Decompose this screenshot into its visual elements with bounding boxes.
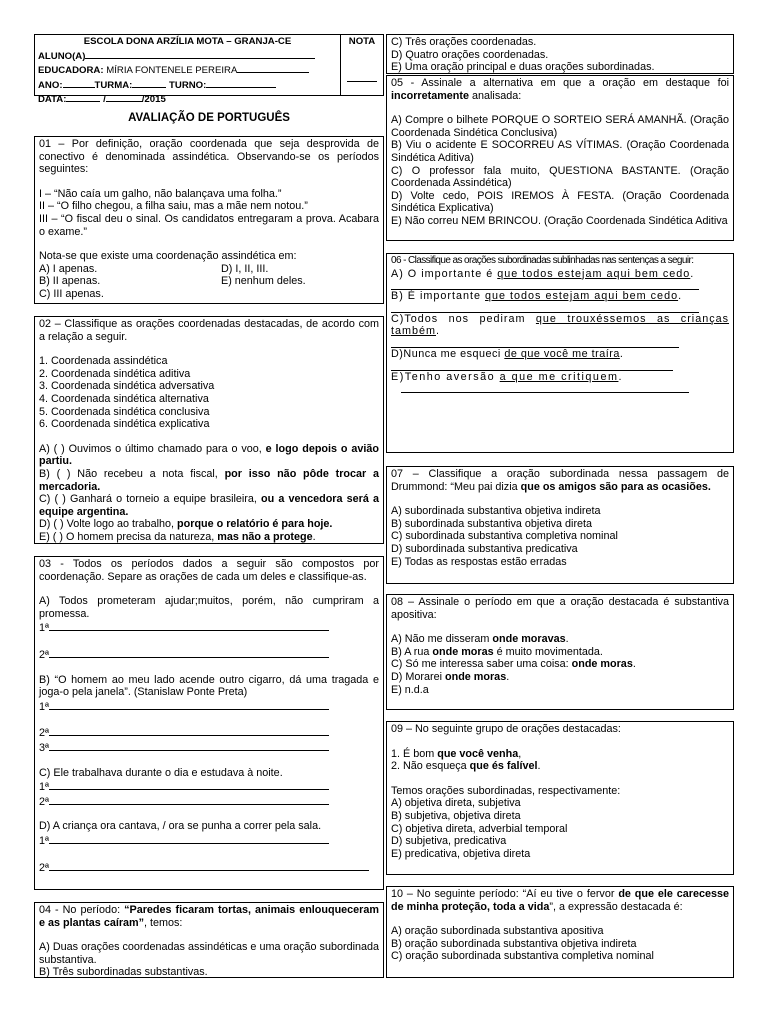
q03-item-d: D) A criança ora cantava, / ora se punha a correr pela sala. [39,820,322,833]
shift-label: TURNO: [169,79,207,91]
q09-option: A) objetiva direta, subjetiva [391,797,521,810]
header-info [35,35,341,106]
q09-option: D) subjetiva, predicativa [391,835,507,848]
question-02 [34,316,384,544]
q10-intro: 10 – No seguinte período: “Aí eu tive o fervor de que ele carecesse de minha proteção, toda a vida”, a expressão destacada é: [391,888,730,913]
q09-sentence-1: 1. É bom que você venha, [391,747,522,760]
answer-line: 2ª [39,647,379,662]
q05-intro: 05 - Assinale a alternativa em que a oração em destaque foi incorretamente analisada: [391,77,729,102]
school-name: ESCOLA DONA ARZÍLIA MOTA – GRANJA-CE [83,36,292,47]
question-10 [386,886,734,978]
q01-item: II – “O filho chegou, a filha saiu, mas a mãe nem notou.” [39,200,308,213]
q01-option: B) II apenas. [39,275,101,288]
q07-option: A) subordinada substantiva objetiva indireta [391,505,601,518]
q02-item-b: B) ( ) Não recebeu a nota fiscal, por isso não pôde trocar a mercadoria. [39,467,379,493]
q04-option-a: A) Duas orações coordenadas assindéticas e uma oração subordinada substantiva. [39,941,379,966]
q02-type: 4. Coordenada sindética alternativa [39,392,209,405]
q02-item-e: E) ( ) O homem precisa da natureza, mas não a protege. [39,530,316,543]
q02-type: 6. Coordenada sindética explicativa [39,418,210,431]
q03-intro: 03 - Todos os períodos dados a seguir são compostos por coordenação. Separe as orações de cada um deles e classifique-as. [39,558,379,583]
q08-option-c: C) Só me interessa saber uma coisa: onde moras. [391,658,636,671]
grade-box [341,35,383,95]
q06-item-e: E)Tenho aversão a que me critiquem. [391,370,623,383]
q10-option: B) oração subordinada substantiva objetiva indireta [391,937,637,950]
class-field [38,77,337,92]
question-07 [386,466,734,584]
q01-item: I – “Não caía um galho, não balançava uma folha.” [39,187,282,200]
q02-item-c: C) ( ) Ganhará o torneio a equipe brasileira, ou a vencedora será a equipe argentina. [39,493,379,518]
q08-intro: 08 – Assinale o período em que a oração destacada é substantiva apositiva: [391,596,729,621]
q07-option: E) Todas as respostas estão erradas [391,555,567,568]
q06-item-a: A) O importante é que todos estejam aqui bem cedo. [391,267,695,280]
q04-option-e: E) Uma oração principal e duas orações subordinadas. [391,61,655,74]
q08-option-a: A) Não me disseram onde moravas. [391,633,569,646]
answer-line: 1ª [39,699,379,714]
question-01 [34,136,384,304]
date-year: /2015 [141,94,166,106]
q01-option: C) III apenas. [39,287,104,300]
q01-intro: 01 – Por definição, oração coordenada que seja desprovida de conectivo é denominada assindética. Observando-se os períodos seguintes: [39,138,379,176]
q04-intro: 04 - No período: “Paredes ficaram tortas, animais enlouqueceram e as plantas caíram”, temos: [39,904,379,929]
question-04 [34,902,384,978]
q09-intro: 09 – No seguinte grupo de orações destacadas: [391,723,621,735]
grade-label: NOTA [348,36,376,47]
q10-option: A) oração subordinada substantiva apositiva [391,925,604,938]
q03-item-b: B) “O homem ao meu lado acende outro cigarro, dá uma tragada e joga-o pela janela”. (Stanislaw Ponte Preta) [39,673,379,699]
q08-option-d: D) Morarei onde moras. [391,670,510,683]
answer-line [391,361,673,371]
page-title: AVALIAÇÃO DE PORTUGUÊS [128,112,290,124]
question-04-continued [386,34,734,74]
q07-option: C) subordinada substantiva completiva nominal [391,530,618,543]
q05-option-b: B) Viu o acidente E SOCORREU AS VÍTIMAS. (Oração Coordenada Sindética Aditiva) [391,139,729,164]
question-09 [386,721,734,875]
q07-option: D) subordinada substantiva predicativa [391,542,578,555]
q06-item-c: C)Todos nos pediram que trouxéssemos as crianças também. [391,312,730,338]
answer-line [391,280,699,290]
q02-type: 2. Coordenada sindética aditiva [39,367,191,380]
q09-question: Temos orações subordinadas, respectivamente: [391,784,621,797]
date-field: DATA: / /2015 [38,91,337,106]
teacher-label: EDUCADORA: [38,65,104,77]
q04-option-c: C) Três orações coordenadas. [391,36,537,48]
q01-question: Nota-se que existe uma coordenação assindética em: [39,250,297,263]
q06-item-d: D)Nunca me esqueci de que você me traíra. [391,347,624,360]
q02-item-d: D) ( ) Volte logo ao trabalho, porque o relatório é para hoje. [39,518,333,531]
q10-option: C) oração subordinada substantiva completiva nominal [391,950,654,963]
q05-option-a: A) Compre o bilhete PORQUE O SORTEIO SERÁ AMANHÃ. (Oração Coordenada Sindética Conclusiva) [391,114,729,139]
answer-line: 3ª [39,740,379,755]
q02-item-a: A) ( ) Ouvimos o último chamado para o voo, e logo depois o avião partiu. [39,442,379,468]
q01-option: D) I, II, III. [221,262,269,275]
q04-option-b: B) Três subordinadas substantivas. [39,966,208,979]
q02-type: 3. Coordenada sindética adversativa [39,380,215,393]
date-label: DATA: [38,94,67,106]
student-label: ALUNO(A) [38,50,86,62]
q02-type: 5. Coordenada sindética conclusiva [39,405,210,418]
student-field [38,48,337,63]
question-08 [386,594,734,710]
answer-line: 1ª [39,833,379,848]
q01-option: A) I apenas. [39,262,98,275]
q09-option: E) predicativa, objetiva direta [391,847,531,860]
answer-line: 2ª [39,794,379,809]
q01-item: III – “O fiscal deu o sinal. Os candidatos entregaram a prova. Acabara o exame.” [39,212,379,238]
q08-option-e: E) n.d.a [391,683,429,696]
answer-line [391,303,699,313]
q05-option-e: E) Não correu NEM BRINCOU. (Oração Coordenada Sindética Aditiva [391,214,728,227]
q08-option-b: B) A rua onde moras é muito movimentada. [391,645,603,658]
answer-line [401,383,689,393]
year-label: ANO: [38,79,63,91]
answer-line: 2ª [39,725,379,740]
q03-item-a: A) Todos prometeram ajudar;muitos, porém, não cumpriram a promessa. [39,595,379,620]
q05-option-d: D) Volte cedo, POIS IREMOS À FESTA. (Oração Coordenada Sindética Explicativa) [391,189,729,215]
q02-type: 1. Coordenada assindética [39,355,168,368]
q03-item-c: C) Ele trabalhava durante o dia e estudava à noite. [39,766,283,779]
question-05 [386,75,734,241]
header-box [34,34,384,106]
teacher-name: MÍRIA FONTENELE PEREIRA [106,65,238,77]
q05-option-c: C) O professor fala muito, QUESTIONA BASTANTE. (Oração Coordenada Assindética) [391,164,729,190]
answer-line [391,338,679,348]
class-label: TURMA: [94,79,133,91]
teacher-field [38,62,337,77]
question-06 [386,253,734,453]
q09-sentence-2: 2. Não esqueça que és falível. [391,760,541,773]
q01-option: E) nenhum deles. [221,275,306,288]
q04-option-d: D) Quatro orações coordenadas. [391,48,549,61]
answer-line: 1ª [39,620,379,635]
q09-option: C) objetiva direta, adverbial temporal [391,822,568,835]
answer-line: 2ª [39,860,379,875]
answer-line: 1ª [39,779,379,794]
q09-option: B) subjetiva, objetiva direta [391,809,521,822]
q07-option: B) subordinada substantiva objetiva direta [391,517,593,530]
q06-item-b: B) É importante que todos estejam aqui bem cedo. [391,290,683,303]
q07-intro: 07 – Classifique a oração subordinada nessa passagem de Drummond: “Meu pai dizia que os amigos são para as ocasiões. [391,468,729,493]
q02-intro: 02 – Classifique as orações coordenadas destacadas, de acordo com a relação a seguir. [39,318,379,343]
q06-intro: 06 - Classifique as orações subordinadas sublinhadas nas sentenças a seguir: [391,255,694,266]
question-03 [34,556,384,890]
